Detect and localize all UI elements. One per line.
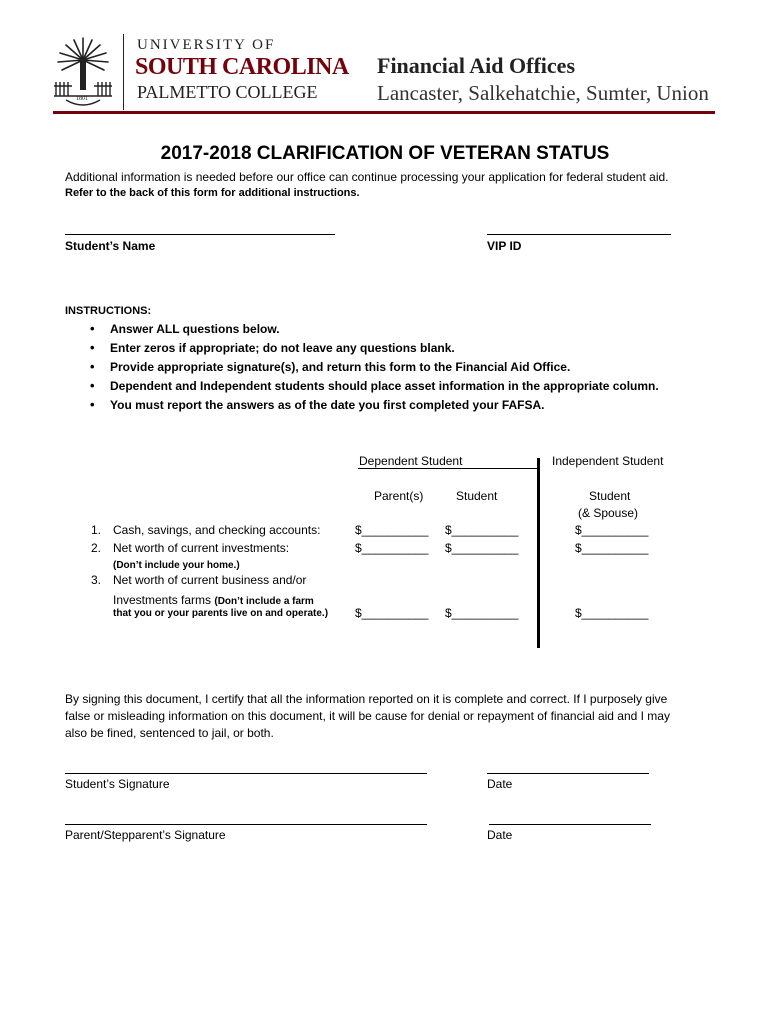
instructions-list [86, 322, 746, 417]
q3-parents-field[interactable]: $__________ [355, 606, 429, 620]
form-title: 2017-2018 CLARIFICATION OF VETERAN STATUS [160, 143, 610, 164]
list-item: • You must report the answers as of the date you first completed your FAFSA. [86, 398, 746, 417]
col-ind-student-header: Student [589, 489, 631, 503]
student-signature-label: Student’s Signature [65, 777, 170, 791]
dependent-header-rule [358, 468, 538, 469]
parent-date-label: Date [487, 828, 513, 842]
q1-label: Cash, savings, and checking accounts: [113, 523, 321, 537]
q3-label-line2 [113, 591, 314, 609]
intro-instruction: Refer to the back of this form for additional instructions. [65, 187, 360, 199]
col-student-header: Student [456, 489, 498, 503]
list-item: • Provide appropriate signature(s), and return this form to the Financial Aid Office. [86, 360, 746, 379]
parent-signature-field[interactable] [65, 824, 427, 825]
palmetto-tree-logo [52, 30, 114, 112]
q2-student-field[interactable]: $__________ [445, 541, 519, 555]
q3-student-field[interactable]: $__________ [445, 606, 519, 620]
student-date-field[interactable] [487, 773, 649, 774]
parent-date-field[interactable] [489, 824, 651, 825]
col-ind-spouse-header: (& Spouse) [578, 506, 639, 520]
q3-number: 3. [91, 573, 102, 587]
q3-note-end: that you or your parents live on and operate.) [113, 608, 329, 619]
independent-student-header: Independent Student [552, 454, 664, 468]
instructions-heading: INSTRUCTIONS: [65, 305, 152, 317]
logo-divider [123, 34, 124, 110]
q2-number: 2. [91, 541, 102, 555]
student-signature-field[interactable] [65, 773, 427, 774]
header-rule [53, 111, 715, 114]
list-item: • Dependent and Independent students should place asset information in the appropriate column. [86, 379, 746, 398]
seal-year: 1801 [76, 96, 88, 102]
q2-parents-field[interactable]: $__________ [355, 541, 429, 555]
list-item: • Enter zeros if appropriate; do not leave any questions blank. [86, 341, 746, 360]
certification-text-2: false or misleading information on this document, it will be cause for denial or repayment of financial aid and I may [65, 709, 670, 723]
column-divider [537, 458, 540, 648]
vip-id-label: VIP ID [487, 239, 522, 253]
student-name-label: Student’s Name [65, 239, 156, 253]
col-parents-header: Parent(s) [374, 489, 424, 503]
office-title: Financial Aid Offices [377, 53, 575, 78]
student-date-label: Date [487, 777, 513, 791]
logo-university-of: UNIVERSITY OF [137, 37, 276, 53]
parent-signature-label: Parent/Stepparent’s Signature [65, 828, 226, 842]
dependent-student-header: Dependent Student [359, 454, 463, 468]
certification-text-1: By signing this document, I certify that all the information reported on it is complete and correct. If I purposely give [65, 692, 668, 706]
q2-label: Net worth of current investments: [113, 541, 290, 555]
list-item: • Answer ALL questions below. [86, 322, 746, 341]
q1-independent-field[interactable]: $__________ [575, 523, 649, 537]
student-name-field[interactable] [65, 234, 335, 235]
logo-south-carolina: SOUTH CAROLINA [135, 54, 349, 80]
intro-text: Additional information is needed before our office can continue processing your application for federal student aid. [65, 170, 669, 184]
q1-parents-field[interactable]: $__________ [355, 523, 429, 537]
q1-student-field[interactable]: $__________ [445, 523, 519, 537]
q3-independent-field[interactable]: $__________ [575, 606, 649, 620]
vip-id-field[interactable] [487, 234, 671, 235]
logo-palmetto-college: PALMETTO COLLEGE [137, 82, 318, 102]
q3-label-line1: Net worth of current business and/or [113, 573, 307, 587]
q3-label-line2-text: Investments farms [113, 593, 215, 607]
certification-text-3: also be fined, sentenced to jail, or both. [65, 726, 274, 740]
q1-number: 1. [91, 523, 102, 537]
q2-note: (Don’t include your home.) [113, 560, 240, 571]
q2-independent-field[interactable]: $__________ [575, 541, 649, 555]
office-locations: Lancaster, Salkehatchie, Sumter, Union [377, 81, 709, 105]
q3-note-start: (Don’t include a farm [214, 596, 314, 607]
